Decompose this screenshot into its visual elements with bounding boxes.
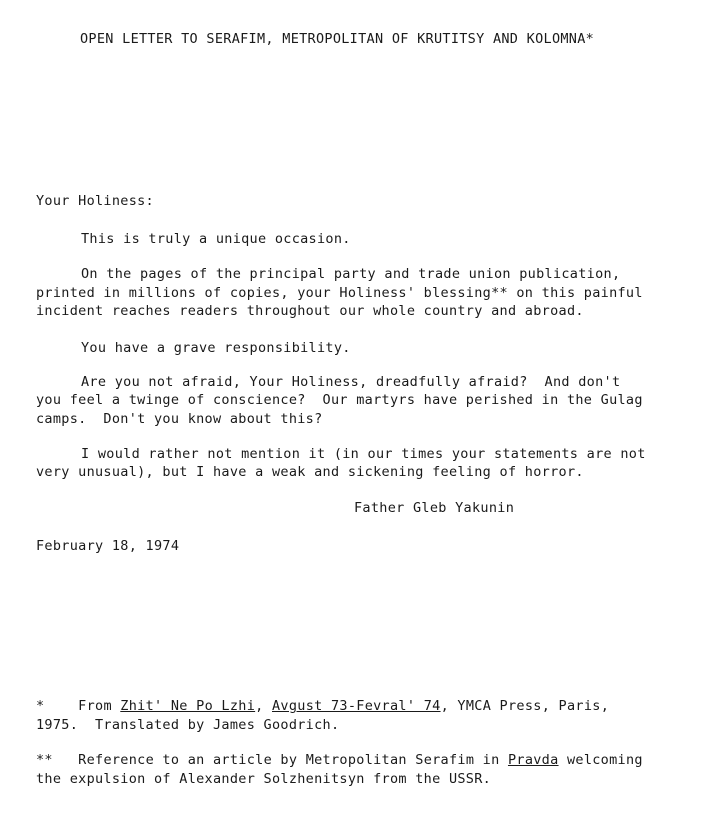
salutation: Your Holiness:	[36, 193, 154, 209]
newspaper-title: Pravda	[507, 752, 559, 768]
date: February 18, 1974	[36, 538, 180, 554]
signature: Father Gleb Yakunin	[354, 500, 515, 516]
book-title: Zhit' Ne Po Lzhi	[120, 698, 256, 714]
book-title: Avgust 73-Fevral' 74	[272, 698, 441, 714]
paragraph-3: You have a grave responsibility.	[81, 340, 351, 356]
paragraph-1: This is truly a unique occasion.	[81, 231, 351, 247]
footnote-marker: **	[36, 752, 53, 768]
footnote-marker: *	[36, 698, 45, 714]
letter-title: OPEN LETTER TO SERAFIM, METROPOLITAN OF KRUTITSY AND KOLOMNA*	[80, 31, 595, 47]
